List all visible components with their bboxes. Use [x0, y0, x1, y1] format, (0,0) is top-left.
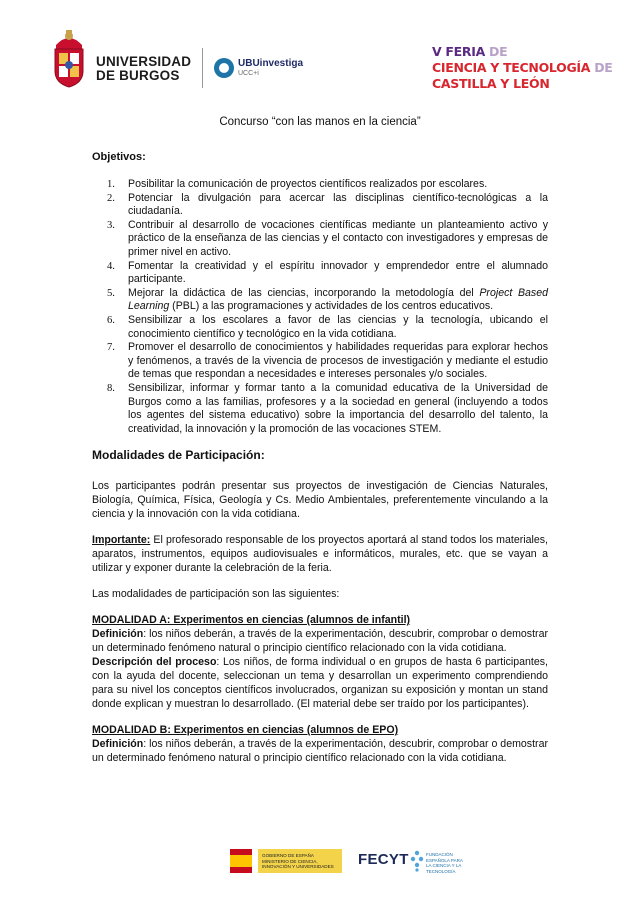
logo-divider: [202, 48, 203, 88]
objective-number: 3.: [107, 219, 115, 231]
objective-text: Fomentar la creatividad y el espíritu innovador y emprendedor entre el alumnado participante.: [128, 259, 548, 286]
feria-line2-de: DE: [594, 60, 613, 75]
objective-number: 7.: [107, 342, 115, 354]
feria-line3-main: CASTILLA Y LEÓN: [432, 76, 550, 91]
page-header: [0, 0, 638, 105]
important-paragraph: [92, 533, 548, 575]
process-text: : Los niños, de forma individual o en grupos de hasta 6 participantes, con la ayuda del docente, seleccionan un tema y desarrollan un experimento comprendiendo para su nivel los conceptos científicos involucrados, organizan su exposición y montan un stand donde explican y muestran lo desarrollado. (El material debe ser traído por los participantes).: [92, 656, 548, 711]
ubu-investiga-label: UBUinvestiga: [238, 58, 304, 69]
objective-item: [92, 287, 548, 314]
document-title: Concurso “con las manos en la ciencia”: [219, 116, 421, 128]
objective-number: 1.: [107, 179, 115, 190]
definition-label: Definición: [92, 628, 144, 641]
important-text: El profesorado responsable de los proyectos aportará al stand todos los materiales, aparatos, instrumentos, equipos audiovisuales e informáticos, murales, etc. que se vayan a utilizar y exponer durante la celebración de la feria.: [92, 534, 548, 575]
ubu-investiga-logo: [214, 55, 314, 85]
objective-number: 6.: [107, 314, 115, 326]
university-crest-icon: [50, 27, 88, 89]
objective-number: 4.: [107, 260, 115, 272]
feria-line1: [432, 44, 613, 60]
definition-text: : los niños deberán, a través de la experimentación, descubrir, comprobar o demostrar un determinado fenómeno natural o principio científico relacionado con la vida cotidiana.: [92, 738, 548, 765]
modalidad-b-definition: [92, 737, 548, 765]
important-label: Importante:: [92, 534, 151, 547]
ministerio-label: MINISTERIO DE CIENCIA, INNOVACIÓN Y UNIVERSIDADES: [262, 858, 334, 869]
objectives-list: [92, 178, 548, 436]
feria-line3: [432, 76, 613, 92]
process-label: Descripción del proceso: [92, 656, 217, 669]
feria-logo: [432, 44, 613, 92]
modalidad-a-heading: MODALIDAD A: Experimentos en ciencias (alumnos de infantil): [92, 614, 411, 627]
objective-text: Sensibilizar a los escolares a favor de las ciencias y la tecnología, ubicando el conocimiento científico y tecnológico en la vida cotidiana.: [128, 313, 548, 340]
modalidad-a-definition: [92, 627, 548, 655]
page-footer: [228, 846, 463, 876]
objective-text: (PBL) a las programaciones y actividades de los centros educativos.: [169, 300, 494, 313]
objective-number: 2.: [107, 192, 115, 204]
fecyt-logo: FECYT: [358, 851, 409, 868]
objectives-heading: Objetivos:: [92, 151, 146, 163]
objective-item: [92, 260, 548, 287]
feria-line2-main: CIENCIA Y TECNOLOGÍA: [432, 60, 591, 75]
ministerio-logo: [258, 849, 342, 873]
objective-item: [92, 178, 548, 192]
objective-number: 8.: [107, 382, 115, 394]
objective-text: Mejorar la didáctica de las ciencias, incorporando la metodología del: [128, 286, 480, 299]
objective-item: [92, 219, 548, 260]
objective-text: Promover el desarrollo de conocimientos y habilidades requeridas para explorar hechos y fenómenos, a través de la vivencia de procesos de investigación y mediante el estudio de temas que respondan a necesidades e intereses personales y/o sociales.: [128, 341, 548, 381]
feria-line1-de: DE: [489, 44, 508, 59]
participants-paragraph: Los participantes podrán presentar sus proyectos de investigación de Ciencias Naturales, Biología, Química, Física, Geología y Cs. Medio Ambientales, preferentemente vinculando a la ciencia y la innovación con la vida cotidiana.: [92, 480, 548, 521]
objective-item: [92, 382, 548, 436]
fecyt-subtitle: FUNDACIÓN ESPAÑOLA PARA LA CIENCIA Y LA TECNOLOGÍA: [426, 852, 463, 874]
modalities-intro: Las modalidades de participación son las siguientes:: [92, 588, 340, 601]
objective-item: [92, 314, 548, 341]
universidad-burgos-logo: [50, 27, 190, 91]
objective-number: 5.: [107, 287, 115, 299]
modalities-heading: Modalidades de Participación:: [92, 448, 265, 463]
ubu-investiga-sub: UCC+i: [238, 70, 259, 77]
document-body: [92, 114, 548, 765]
objective-item: [92, 192, 548, 219]
university-name-line1: UNIVERSIDAD: [96, 54, 192, 69]
objective-text: Sensibilizar, informar y formar tanto a la comunidad educativa de la Universidad de Burgos como a las familias, profesores y a la sociedad en general (incluyendo a todos los agentes del sistema educativo) sobre la importancia del desarrollo del talento, la creatividad, la innovación y la promoción de las vocaciones STEM.: [128, 381, 548, 435]
objective-text: Posibilitar la comunicación de proyectos científicos realizados por escolares.: [128, 178, 488, 190]
ubu-investiga-icon: [214, 58, 234, 78]
university-name: [96, 55, 191, 83]
definition-label: Definición: [92, 738, 144, 751]
university-name-line2: DE BURGOS: [96, 68, 180, 83]
feria-line1-main: V FERIA: [432, 44, 485, 59]
objective-text-italic: Project Based Learning: [128, 286, 548, 313]
objective-item: [92, 341, 548, 382]
spain-flag-icon: [230, 849, 252, 873]
ministerio-text: [262, 853, 342, 870]
gobierno-label: GOBIERNO DE ESPAÑA: [262, 853, 314, 858]
definition-text: : los niños deberán, a través de la experimentación, descubrir, comprobar o demostrar un determinado fenómeno natural o principio científico relacionado con la vida cotidiana.: [92, 628, 548, 655]
modalidad-a-process: [92, 655, 548, 711]
objective-text: Contribuir al desarrollo de vocaciones científicas mediante un planteamiento activo y práctico de la enseñanza de las ciencias y el contacto con investigadores y empresas de primer nivel en activo.: [128, 218, 548, 258]
objective-text: Potenciar la divulgación para acercar las disciplinas científico-tecnológicas a la ciudadanía.: [128, 191, 548, 218]
modalidad-b-heading: MODALIDAD B: Experimentos en ciencias (alumnos de EPO): [92, 724, 399, 737]
feria-line2: [432, 60, 613, 76]
fecyt-dots-icon: [410, 850, 424, 872]
